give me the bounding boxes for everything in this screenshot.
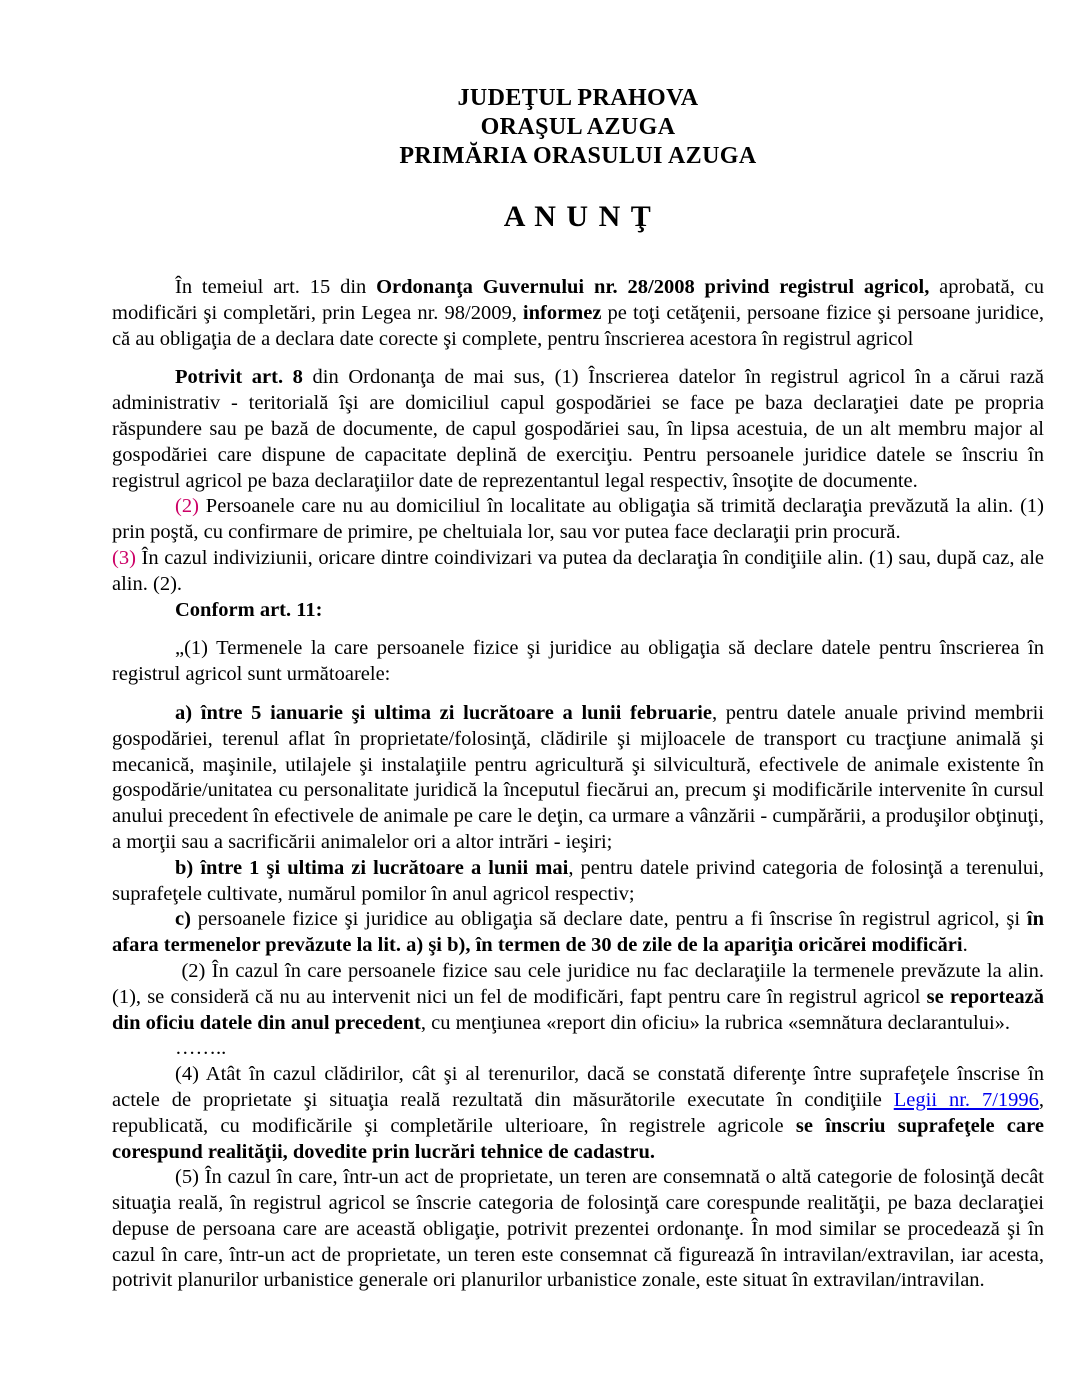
bold-text-run: c) [175,908,191,931]
para-ellipsis [112,1036,1044,1062]
para-art11-alin1 [112,636,1044,688]
text-run: . [962,934,968,957]
text-run: aprobată, cu modificări şi completări, prin Legea nr. 98/2009, [112,276,1045,324]
text-run: Persoanele care nu au domiciliul în localitate au obligaţia să trimită declaraţia prevăzută la alin. (1) prin poştă, cu confirmare de primire, pe cheltuiala lor, sau vor putea face declaraţii prin procură. [112,495,1044,544]
text-run: persoanele fizice şi juridice au obligaţia să declare date, pentru a fi înscrise în registrul agricol, şi [190,908,1027,931]
para-art8-alin3 [112,546,1044,598]
bold-text-run: informez [522,301,602,324]
para-term-b [112,856,1044,908]
para-alin4 [112,1062,1044,1165]
bold-text-run: Conform art. 11: [175,598,323,621]
text-run: , pentru datele anuale privind membrii gospodăriei, terenul aflat în proprietate/folosinţă, clădirile şi mijloacele de transport cu tracţiune animală şi mecanică, maşinile, utilajele şi instalaţiile pentru agricultură şi silvicultură, efectivele de animale existente în gospodărie/unitatea cu personalitate juridică la începutul fiecărui an, precum şi modificările intervenite în cursul anului precedent în efectivele de animale pe care le deţin, ca urmare a vânzării - cumpărării, a produşilor obţinuţi, a morţii sau a sacrificării animalelor ori a altor intrări - ieşiri; [112,701,1044,853]
text-run: „(1) Termenele la care persoanele fizice şi juridice au obligaţia să declare datele pentru înscrierea în registrul agricol sunt următoarele: [112,637,1044,686]
bold-text-run: Ordonanţa Guvernului nr. 28/2008 privind registrul agricol, [376,276,930,298]
bold-text-run: a) între 5 ianuarie şi ultima zi lucrătoare a lunii februarie [175,701,712,724]
text-run: (2) În cazul în care persoanele fizice sau cele juridice nu fac declaraţiile la termenele prevăzute la alin. (1), se consideră că nu au intervenit nici un fel de modificări, fapt pentru care în registrul agricol [112,959,1044,1008]
header-line-county: JUDEŢUL PRAHOVA [457,85,699,111]
document-title: A N U N Ţ [503,200,653,233]
law-7-1996-link[interactable]: Legii nr. 7/1996 [893,1088,1039,1111]
bold-text-run: b) între 1 şi ultima zi lucrătoare a lunii mai [175,856,569,879]
document-body [112,275,1044,1294]
text-run: …….. [175,1037,227,1060]
alineat-reference-number: (3) [112,546,136,569]
para-conform-art11 [112,598,1044,624]
para-art11-alin2 [112,959,1044,1036]
para-term-c [112,907,1044,959]
bold-text-run: Potrivit art. 8 [175,366,303,389]
text-run: În temeiul art. 15 din [175,276,377,298]
header-line-cityhall: PRIMĂRIA ORASULUI AZUGA [399,143,757,169]
text-run: din Ordonanţa de mai sus, (1) Înscrierea datelor în registrul agricol în a cărui rază administrativ - teritorială îşi are domiciliul capul gospodăriei se face pe baza declaraţiei date pe propria răspundere sau pe bază de documente, de capul gospodăriei sau, în lipsa acestuia, de un alt membru major al gospodăriei care dispune de capacitate deplină de exerciţiu. Pentru persoanele juridice datele se înscriu în registrul agricol pe baza declaraţiilor date de reprezentantul legal respectiv, însoţite de documente. [112,366,1044,492]
text-run: , pentru datele privind categoria de folosinţă a terenului, suprafeţele cultivate, numărul pomilor în anul agricol respectiv; [112,856,1044,905]
text-run: În cazul indiviziunii, oricare dintre coindivizari va putea da declaraţia în condiţiile alin. (1) sau, după caz, ale alin. (2). [112,546,1044,595]
para-art8-alin1 [112,365,1044,494]
text-run: , cu menţiunea «report din oficiu» la rubrica «semnătura declarantului». [420,1011,1011,1034]
document-header [112,84,1044,171]
para-legal-basis [112,275,1044,352]
bold-text-run: se înscriu suprafeţele care corespund realităţii, dovedite prin lucrări tehnice de cadastru. [112,1114,1044,1163]
text-run: (4) Atât în cazul clădirilor, cât şi al terenurilor, dacă se constată diferenţe între suprafeţele înscrise în actele de proprietate şi situaţia reală rezultată din măsurătorile executate în condiţiile [112,1063,1044,1111]
text-run: (5) În cazul în care, într-un act de proprietate, un teren are consemnată o altă categorie de folosinţă decât situaţia reală, în registrul agricol se înscrie categoria de folosinţă care corespunde realităţii, pe baza declaraţiei depuse de persoana care are această obligaţie, potrivit prezentei ordonanţe. În mod similar se procedează şi în cazul în care, într-un act de proprietate, un teren este consemnat că figurează în intravilan/extravilan, iar acesta, potrivit planurilor urbanistice generale ori planurilor urbanistice zonale, este situat în extravilan/intravilan. [112,1166,1044,1292]
alineat-reference-number: (2) [175,495,199,518]
text-run: pe toţi cetăţenii, persoane fizice şi persoane juridice, că au obligaţia de a declara date corecte şi complete, pentru înscrierea acestora în registrul agricol [112,301,1044,350]
bold-text-run: în afara termenelor prevăzute la lit. a) şi b), în termen de 30 de zile de la apariţia oricărei modificări [112,908,1044,957]
para-term-a [112,701,1044,856]
para-art8-alin2 [112,494,1044,546]
header-line-town: ORAŞUL AZUGA [480,114,676,140]
bold-text-run: se reportează din oficiu datele din anul precedent [112,985,1044,1034]
text-run: , republicată, cu modificările şi completările ulterioare, în registrele agricole [112,1088,1045,1137]
para-alin5 [112,1165,1044,1294]
